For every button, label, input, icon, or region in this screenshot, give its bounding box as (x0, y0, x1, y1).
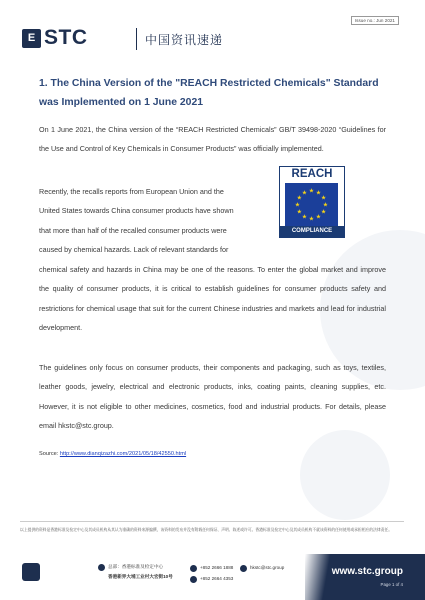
stc-logo: STC (44, 26, 88, 49)
eu-star-icon: ★ (315, 214, 322, 221)
paragraph-line: that more than half of the recalled consumer products were (39, 225, 227, 235)
reach-logo-footer: COMPLIANCE (280, 226, 344, 237)
phone-icon (190, 565, 197, 572)
reach-logo-title: REACH (291, 168, 333, 180)
footer-divider (20, 521, 404, 522)
paragraph-intro: On 1 June 2021, the China version of the “REACH Restricted Chemicals” GB/T 39498-2020 “Guidelines for the Use and Control of Key Chemicals in Consumer Products” was officially implemented. (39, 125, 386, 154)
page-number: Page 1 of 4 (380, 582, 403, 587)
eu-flag-icon (285, 183, 338, 226)
paragraph-line: United States towards China consumer products have shown (39, 206, 234, 216)
footer-org-name: 总部：香港标准及检定中心 (108, 564, 164, 569)
paragraph-recalls-top (39, 182, 279, 260)
eu-stars-icon (285, 183, 338, 226)
eu-star-icon: ★ (308, 216, 315, 223)
article-heading: 1. The China Version of the "REACH Restricted Chemicals" Standard was Implemented on 1 June 2021 (39, 78, 379, 108)
source-label: Source: (39, 451, 60, 457)
footer-address: 香港新界大埔工业村大宏街10号 (108, 574, 173, 579)
source-link[interactable]: http://www.dianqizazhi.com/2021/05/18/42550.html (59, 451, 187, 457)
background-watermark (300, 430, 390, 520)
footer-band (305, 554, 425, 600)
eu-star-icon: ★ (315, 190, 322, 197)
disclaimer-text: 以上提供的资料是香港标准及检定中心及其成员机构从其认为准确的资料来源编撰，该资料的发布并没有附载任何保证、声明、陈述或许可。香港标准及检定中心及其成员机构不就该资料的任何使用或承担相应的法律责任。 (20, 528, 393, 532)
footer-website[interactable]: www.stc.group (331, 566, 403, 577)
eu-star-icon: ★ (301, 190, 308, 197)
paragraph-line: caused by chemical hazards. Lack of relevant standards for (39, 245, 229, 255)
paragraph-recalls-rest: chemical safety and hazards in China may be one of the reasons. To enter the global market and improve the quality of consumer products, it is critical to establish guidelines for consumer products safety and restrictions for chemical usage that suit for the current Chinese industries and markets and lead for industrial development. (39, 265, 386, 333)
stc-logo-icon: E (22, 29, 41, 48)
source-line (39, 451, 186, 457)
footer-fax: +852 2664 4353 (200, 576, 234, 581)
footer-tel: +852 2666 1888 (200, 565, 234, 570)
footer-email[interactable]: hkstc@stc.group (250, 565, 285, 570)
eu-star-icon: ★ (296, 195, 303, 202)
eu-star-icon: ★ (308, 188, 315, 195)
stc-footer-logo-icon (22, 563, 40, 581)
paragraph-line: Recently, the recalls reports from European Union and the (39, 187, 224, 196)
location-icon (98, 564, 105, 571)
newsletter-title: 中国资讯速递 (145, 33, 224, 47)
eu-star-icon: ★ (322, 202, 329, 209)
paragraph-scope: The guidelines only focus on consumer products, their components and packaging, such as toys, textiles, leather goods, jewelry, electrical and electronic products, inks, coating paints, cleaning supplies, etc. However, it is not eligible to other medicines, cosmetics, food and industrial products. For details, please email hkstc@stc.group. (39, 363, 386, 431)
email-icon (240, 565, 247, 572)
eu-star-icon: ★ (294, 202, 301, 209)
eu-star-icon: ★ (320, 209, 327, 216)
fax-icon (190, 576, 197, 583)
issue-number: Issue no.: Jun 2021 (351, 16, 399, 25)
reach-compliance-logo (279, 166, 345, 238)
eu-star-icon: ★ (296, 209, 303, 216)
eu-star-icon: ★ (320, 195, 327, 202)
eu-star-icon: ★ (301, 214, 308, 221)
logo-divider (136, 28, 137, 50)
